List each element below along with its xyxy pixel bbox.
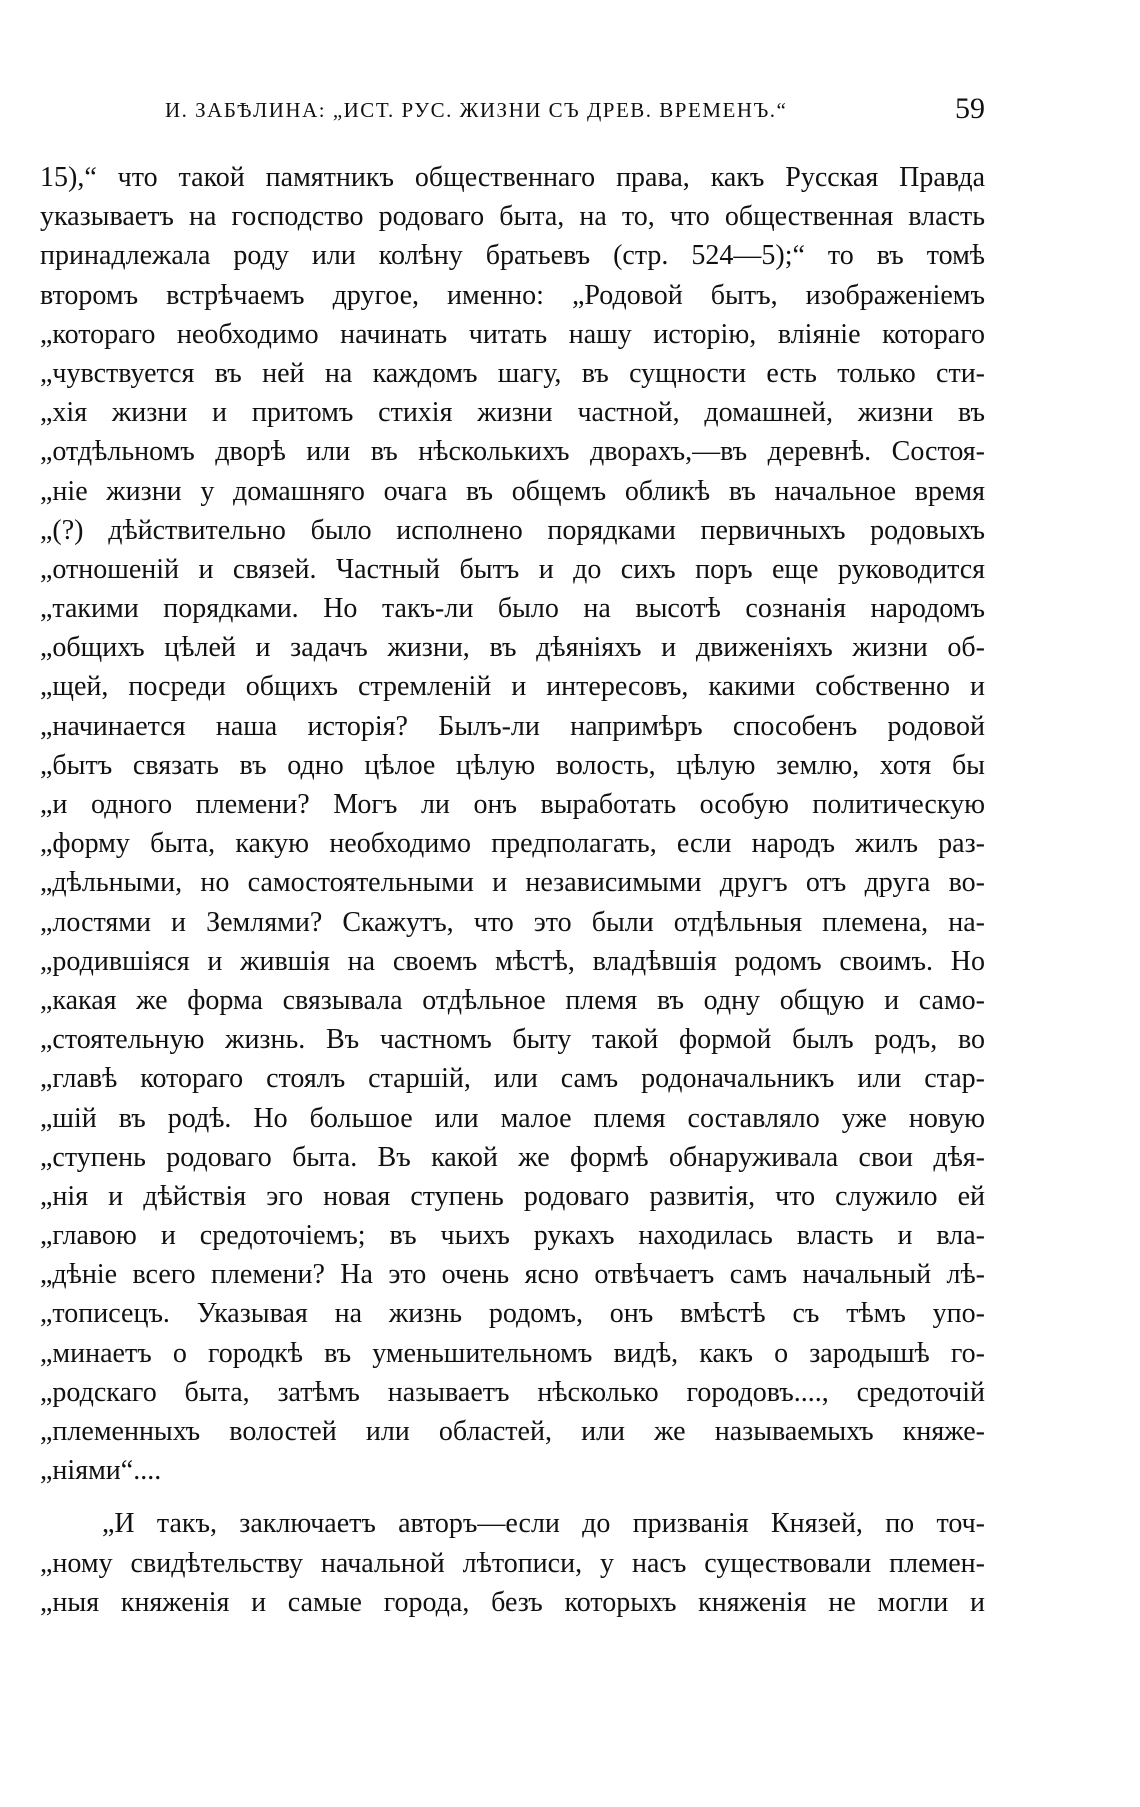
text-line: „какая же форма связывала отдѣльное племя въ одну общую и само- (40, 984, 985, 1016)
text-line: „отдѣльномъ дворѣ или въ нѣсколькихъ дворахъ,—въ деревнѣ. Состоя- (40, 436, 985, 468)
paragraph-1 (40, 158, 985, 1490)
text-line: „родскаго быта, затѣмъ называетъ нѣсколько городовъ...., средоточій (40, 1376, 985, 1408)
text-line: „чувствуется въ ней на каждомъ шагу, въ сущности есть только сти- (40, 357, 985, 389)
text-line: „общихъ цѣлей и задачъ жизни, въ дѣяніяхъ и движеніяхъ жизни об- (40, 632, 985, 664)
text-line: второмъ встрѣчаемъ другое, именно: „Родовой бытъ, изображеніемъ (40, 279, 985, 311)
text-line: „минаетъ о городкѣ въ уменьшительномъ видѣ, какъ о зародышѣ го- (40, 1337, 985, 1369)
text-line: 15),“ что такой памятникъ общественнаго права, какъ Русская Правда (40, 162, 985, 193)
text-line: „ступень родоваго быта. Въ какой же формѣ обнаруживала свои дѣя- (40, 1141, 985, 1173)
text-line: „дѣльными, но самостоятельными и независимыми другъ отъ друга во- (40, 867, 985, 899)
text-line: „котораго необходимо начинать читать нашу исторію, вліяніе котораго (40, 318, 985, 350)
text-line: „нія и дѣйствія эго новая ступень родоваго развитія, что служило ей (40, 1180, 985, 1212)
text-line: „форму быта, какую необходимо предполагать, если народъ жилъ раз- (40, 828, 985, 860)
text-line: „стоятельную жизнь. Въ частномъ быту такой формой былъ родъ, во (40, 1024, 985, 1056)
running-head (165, 92, 985, 132)
page-number: 59 (955, 92, 985, 125)
text-line: „ному свидѣтельству начальной лѣтописи, у насъ существовали племен- (40, 1547, 985, 1579)
text-line: „(?) дѣйствительно было исполнено порядками первичныхъ родовыхъ (40, 514, 985, 546)
paragraph-gap (40, 1490, 985, 1504)
text-line: указываетъ на господство родоваго быта, на то, что общественная власть (40, 201, 985, 233)
text-line: „племенныхъ волостей или областей, или же называемыхъ княже- (40, 1416, 985, 1447)
text-line: „отношеній и связей. Частный бытъ и до сихъ поръ еще руководится (40, 553, 985, 585)
text-line: „шій въ родѣ. Но большое или малое племя составляло уже новую (40, 1102, 985, 1134)
text-line: „начинается наша исторія? Былъ-ли напримѣръ способенъ родовой (40, 710, 985, 742)
text-line: „главою и средоточіемъ; въ чьихъ рукахъ находилась власть и вла- (40, 1220, 985, 1252)
text-line: „ніе жизни у домашняго очага въ общемъ обликѣ въ начальное время (40, 475, 985, 507)
text-line: „дѣніе всего племени? На это очень ясно отвѣчаетъ самъ начальный лѣ- (40, 1259, 985, 1291)
text-line: „и одного племени? Могъ ли онъ выработать особую политическую (40, 789, 985, 820)
text-line: „бытъ связать въ одно цѣлое цѣлую волость, цѣлую землю, хотя бы (40, 749, 985, 781)
text-line: „хія жизни и притомъ стихія жизни частной, домашней, жизни въ (40, 397, 985, 429)
text-line: „щей, посреди общихъ стремленій и интересовъ, какими собственно и (40, 671, 985, 703)
running-title: И. ЗАБѢЛИНА: „ИСТ. РУС. ЖИЗНИ СЪ ДРЕВ. ВРЕМЕНЪ.“ (165, 98, 788, 122)
text-line: „лостями и Землями? Скажутъ, что это были отдѣльныя племена, на- (40, 906, 985, 938)
text-line: „такими порядками. Но такъ-ли было на высотѣ сознанія народомъ (40, 593, 985, 625)
text-line: „ныя княженія и самые города, безъ которыхъ княженія не могли и (40, 1586, 985, 1618)
paragraph-2 (40, 1504, 985, 1622)
text-line: „ніями“.... (40, 1455, 162, 1487)
text-line: „главѣ котораго стоялъ старшій, или самъ родоначальникъ или стар- (40, 1063, 985, 1095)
text-line: „тописецъ. Указывая на жизнь родомъ, онъ вмѣстѣ съ тѣмъ упо- (40, 1298, 985, 1330)
text-line: „И такъ, заключаетъ авторъ—если до призванія Князей, по точ- (102, 1508, 985, 1540)
text-line: принадлежала роду или колѣну братьевъ (стр. 524—5);“ то въ томѣ (40, 240, 985, 272)
text-line: „родившіяся и жившія на своемъ мѣстѣ, владѣвшія родомъ своимъ. Но (40, 945, 985, 977)
body-text (40, 158, 985, 1622)
